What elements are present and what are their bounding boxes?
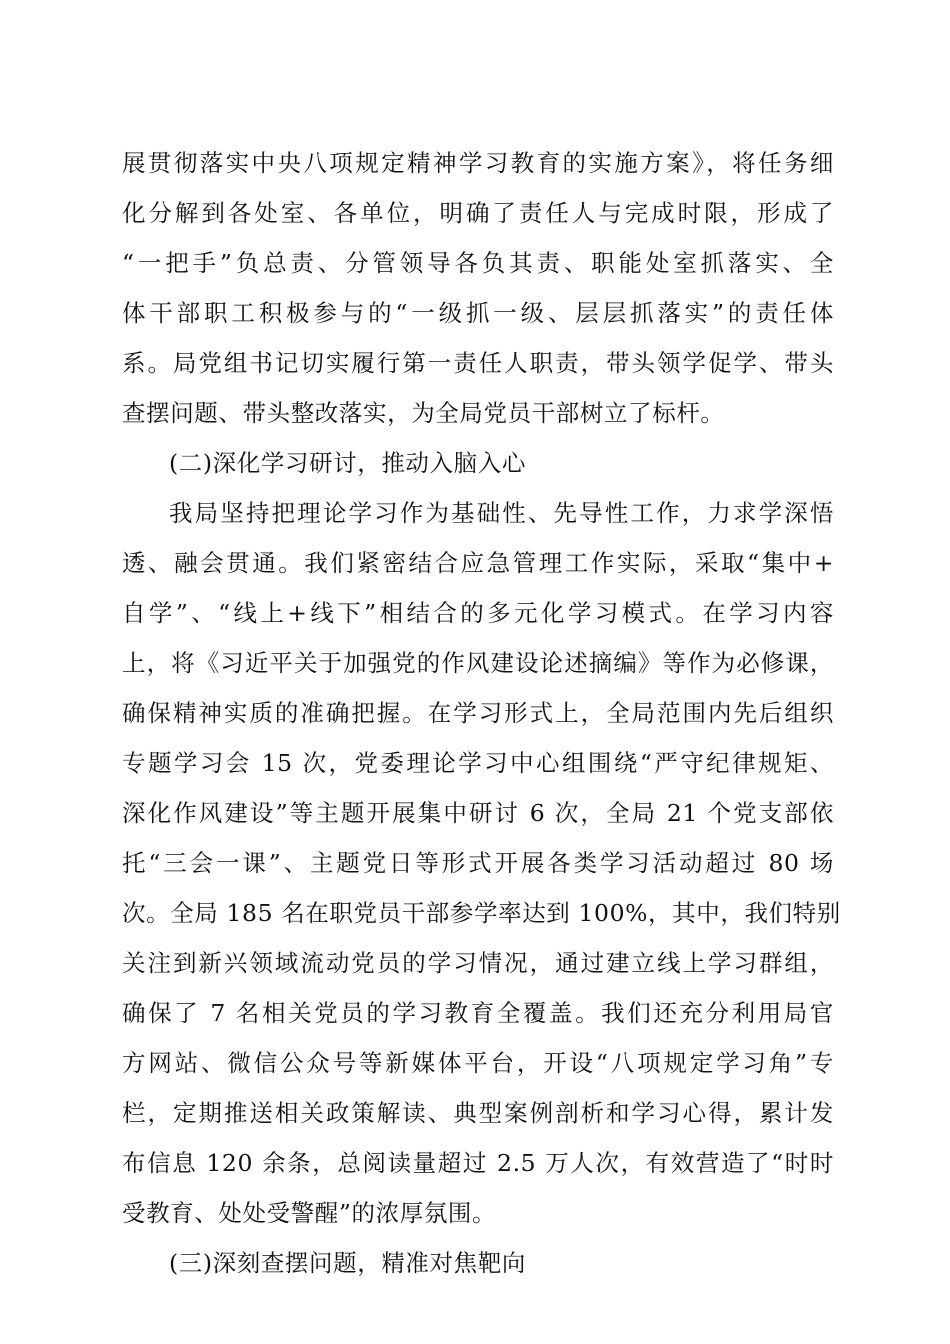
paragraph-line: 方网站、微信公众号等新媒体平台，开设“八项规定学习角”专 <box>122 1049 834 1077</box>
paragraph-line: “一把手”负总责、分管领导各负其责、职能处室抓落实、全 <box>122 249 834 277</box>
paragraph-line: 我局坚持把理论学习作为基础性、先导性工作，力求学深悟 <box>169 499 834 527</box>
section-heading: (二)深化学习研讨，推动入脑入心 <box>169 449 526 477</box>
paragraph-line: 托“三会一课”、主题党日等形式开展各类学习活动超过 80 场 <box>122 849 834 877</box>
paragraph-line: 化分解到各处室、各单位，明确了责任人与完成时限，形成了 <box>122 199 834 227</box>
paragraph-line: 上，将《习近平关于加强党的作风建设论述摘编》等作为必修课， <box>122 649 834 677</box>
paragraph-line: 查摆问题、带头整改落实，为全局党员干部树立了标杆。 <box>122 399 725 427</box>
paragraph-line: 确保精神实质的准确把握。在学习形式上，全局范围内先后组织 <box>122 699 834 727</box>
paragraph-line: 专题学习会 15 次，党委理论学习中心组围绕“严守纪律规矩、 <box>122 749 834 777</box>
paragraph-line: 受教育、处处受警醒”的浓厚氛围。 <box>122 1199 497 1227</box>
section-heading: (三)深刻查摆问题，精准对焦靶向 <box>169 1249 526 1277</box>
paragraph-line: 系。局党组书记切实履行第一责任人职责，带头领学促学、带头 <box>122 349 834 377</box>
paragraph-line: 展贯彻落实中央八项规定精神学习教育的实施方案》，将任务细 <box>122 149 834 177</box>
paragraph-line: 透、融会贯通。我们紧密结合应急管理工作实际，采取“集中+ <box>122 549 834 577</box>
paragraph-line: 体干部职工积极参与的“一级抓一级、层层抓落实”的责任体 <box>122 299 834 327</box>
paragraph-line: 自学”、“线上+线下”相结合的多元化学习模式。在学习内容 <box>122 599 834 627</box>
paragraph-line: 布信息 120 余条，总阅读量超过 2.5 万人次，有效营造了“时时 <box>122 1149 834 1177</box>
paragraph-line: 确保了 7 名相关党员的学习教育全覆盖。我们还充分利用局官 <box>122 999 834 1027</box>
paragraph-line: 深化作风建设”等主题开展集中研讨 6 次，全局 21 个党支部依 <box>122 799 834 827</box>
paragraph-line: 次。全局 185 名在职党员干部参学率达到 100%，其中，我们特别 <box>122 899 841 927</box>
paragraph-line: 栏，定期推送相关政策解读、典型案例剖析和学习心得，累计发 <box>122 1099 834 1127</box>
paragraph-line: 关注到新兴领域流动党员的学习情况，通过建立线上学习群组， <box>122 949 834 977</box>
